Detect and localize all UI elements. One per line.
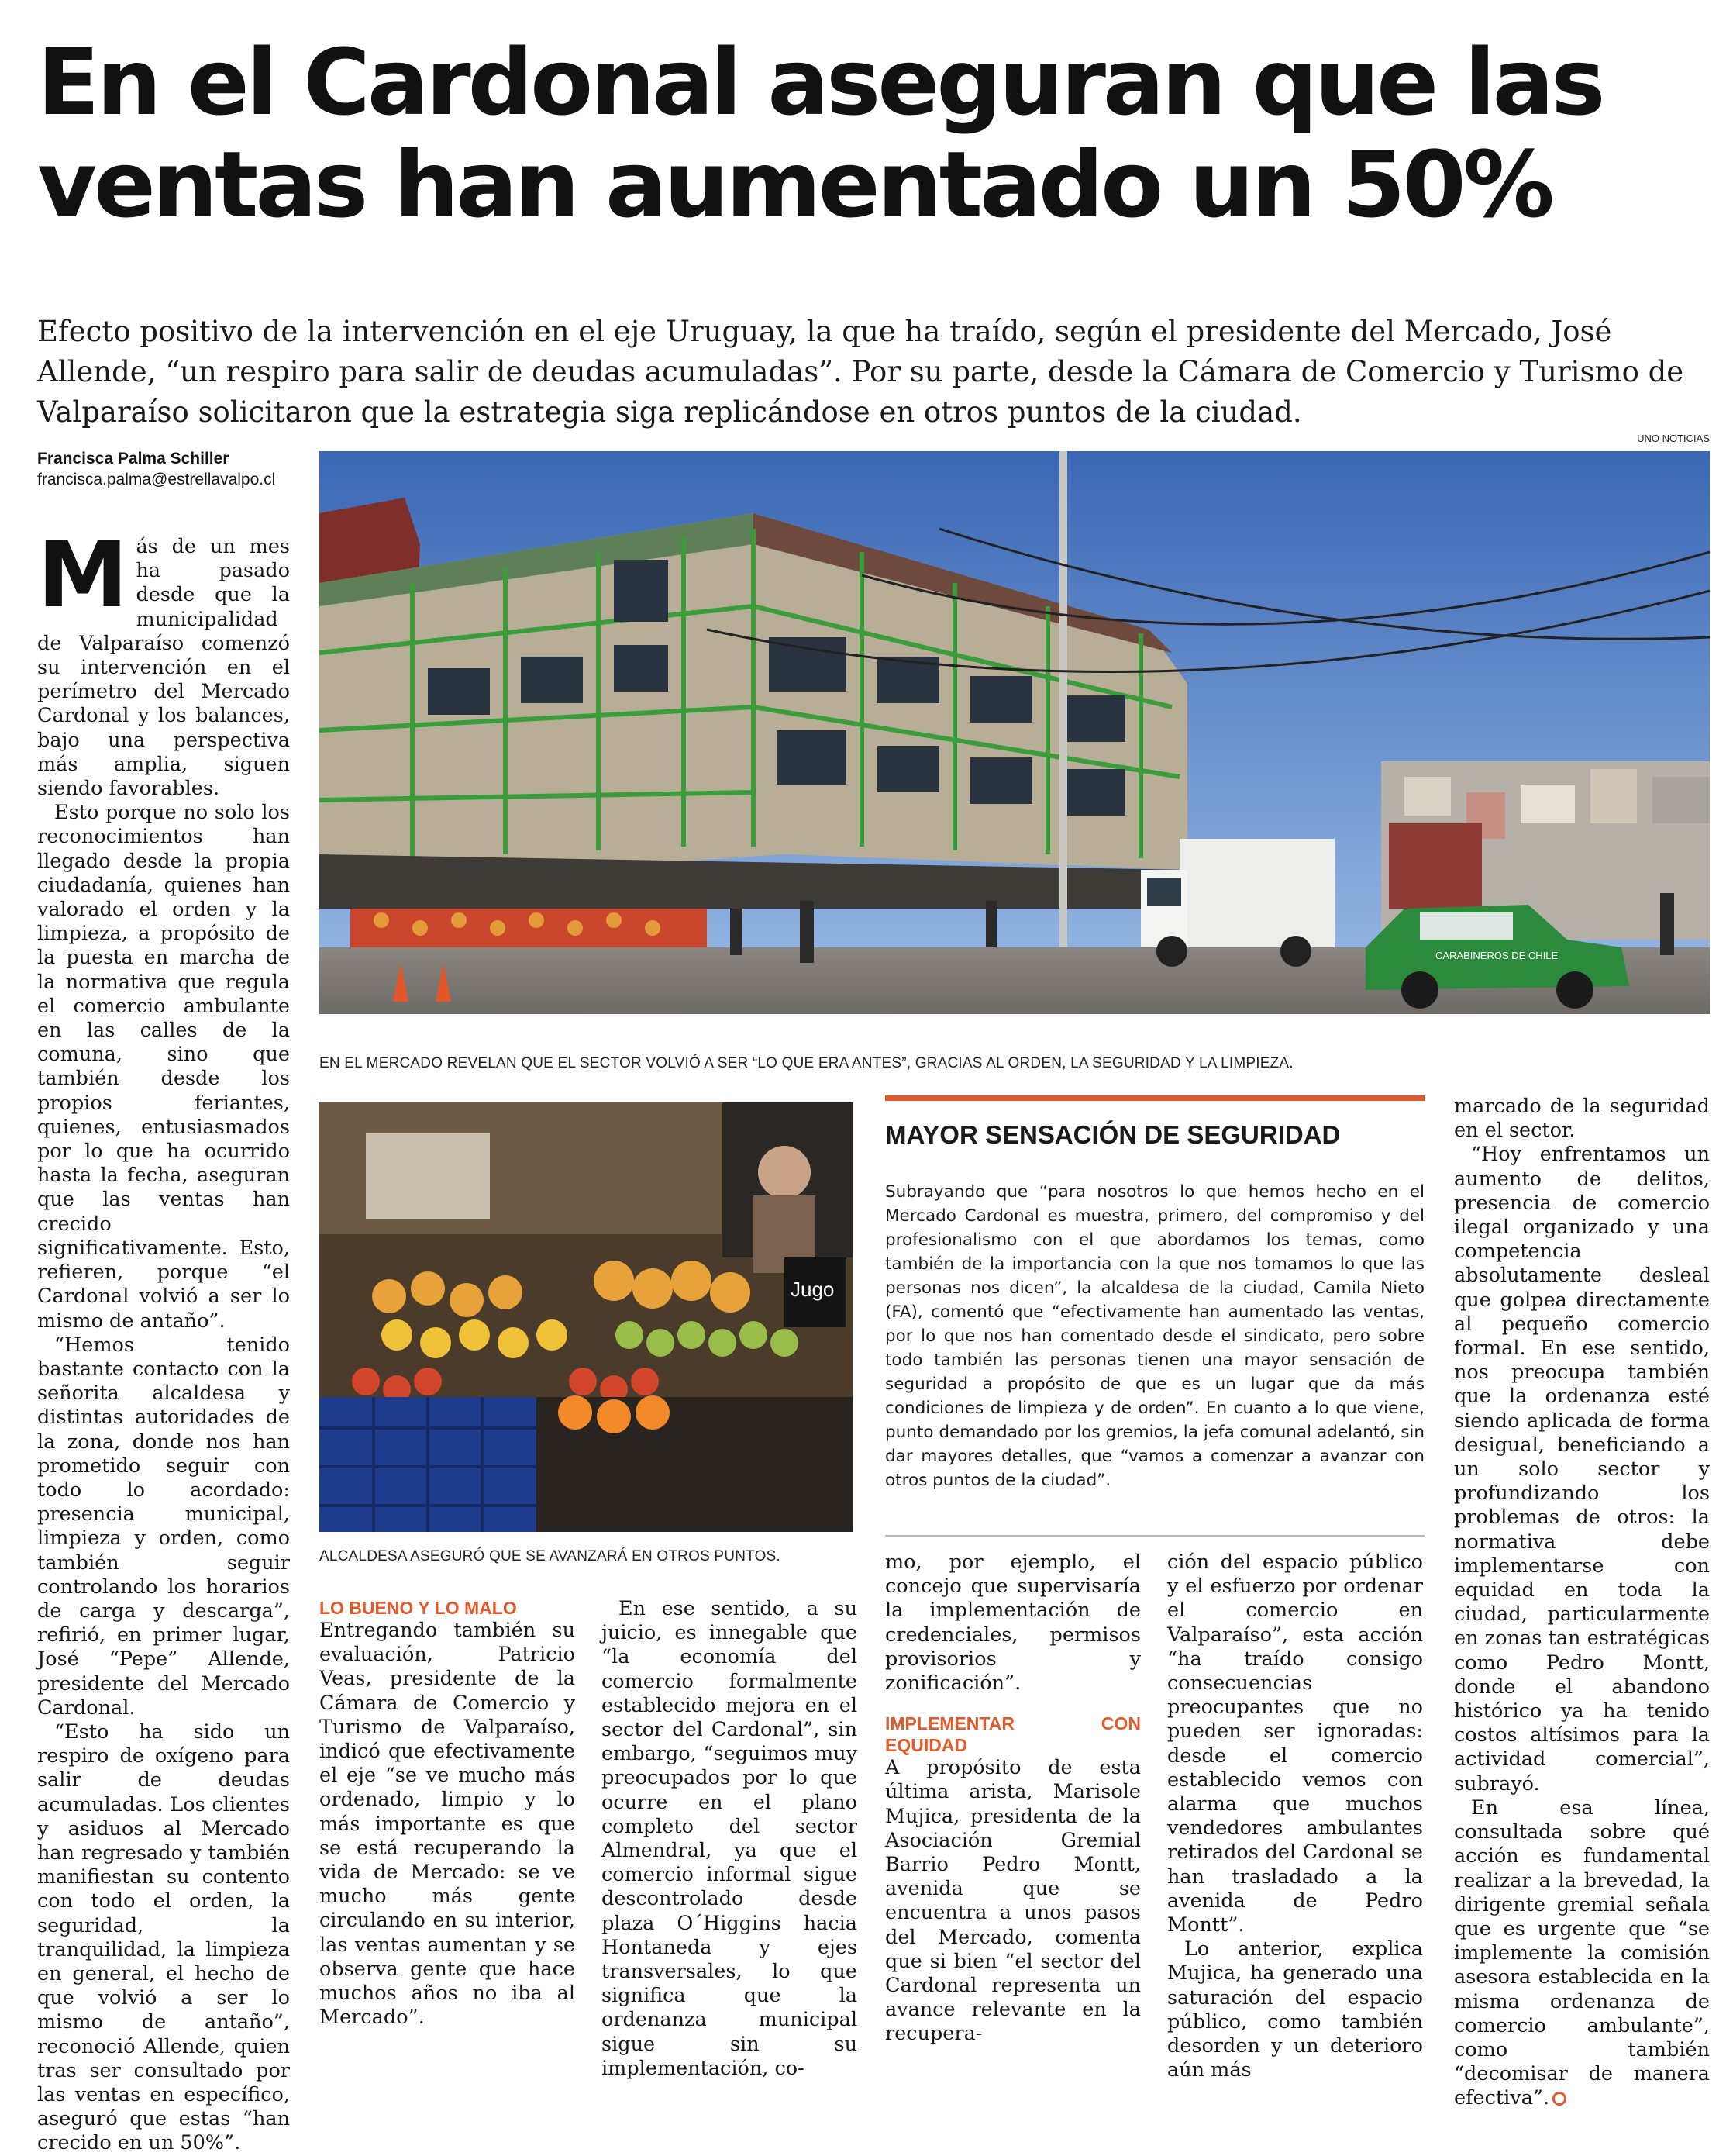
paragraph: Entregando también su evaluación, Patricio Veas, presidente de la Cámara de Comercio y Turismo de Valparaíso, indicó que efectivamente el eje “se ve mucho más ordenado, limpio y lo más importante es que se está recuperando la vida de Mercado: se ve mucho más gente circulando en su interior, las ventas aumentan y se observa gente que hace muchos años no iba al Mercado”.: [319, 1619, 575, 2030]
sidebar-text: Subrayando que “para nosotros lo que hemos hecho en el Mercado Cardonal es muestra, primero, del compromiso y del profesionalismo con el que abordamos los temas, como también de la importancia con la que nos tomamos lo que las personas nos dicen”, la alcaldesa de la ciudad, Camila Nieto (FA), comentó que “efectivamente han aumentado las ventas, por lo que nos han comentado desde el sindicato, pero sobre todo también las personas tienen una mayor sensación de seguridad a propósito de que es un lugar que da más condiciones de limpieza y de orden”. En cuanto a lo que viene, punto demandado por los gremios, la jefa comunal adelantó, sin dar mayores detalles, que “vamos a comenzar a avanzar con otros puntos de la ciudad”.: [885, 1182, 1425, 1490]
column-6: [1454, 1095, 1710, 2111]
paragraph: A propósito de esta última arista, Marisole Mujica, presidenta de la Asociación Gremial Barrio Pedro Montt, avenida que se encuentra a unos pasos del Mercado, comenta que si bien “el sector del Cardonal representa un avance relevante en la recupera-: [885, 1756, 1141, 2046]
paragraph: En ese sentido, a su juicio, es innegable que “la economía del comercio formalmente establecido mejora en el sector del Cardonal”, sin embargo, “seguimos muy preocupados por lo que ocurre en el plano completo del sector Almendral, ya que el comercio informal sigue descontrolado desde plaza O´Higgins hacia Hontaneda y ejes transversales, lo que significa que la ordenanza municipal sigue sin su implementación, co-: [601, 1597, 857, 2080]
byline-email[interactable]: francisca.palma@estrellavalpo.cl: [37, 471, 276, 488]
byline-author: Francisca Palma Schiller: [37, 450, 229, 467]
sidebar-title: MAYOR SENSACIÓN DE SEGURIDAD: [885, 1120, 1341, 1149]
headline: En el Cardonal aseguran que las ventas han aumentado un 50%: [37, 29, 1603, 238]
end-mark-icon: [1552, 2092, 1566, 2106]
closing-text: En esa línea, consultada sobre qué acción es fundamental realizar a la brevedad, la dirigente gremial señala que es urgente que “se implemente la comisión asesora establecida en la misma ordenanza de comercio ambulante”, como también “decomisar de manera efectiva”.: [1454, 1796, 1710, 2110]
paragraph: marcado de la seguridad en el sector.: [1454, 1095, 1710, 1143]
paragraph: “Hoy enfrentamos un aumento de delitos, presencia de comercio ilegal organizado y una competencia absolutamente desleal que golpea directamente al pequeño comercio formal. En ese sentido, nos preocupa también que la ordenanza esté siendo aplicada de forma desigual, beneficiando a un solo sector y profundizando los problemas de otros: la normativa debe implementarse con equidad en toda la ciudad, particularmente en zonas tan estratégicas como Pedro Montt, donde el abandono histórico ya ha tenido costos altísimos para la actividad comercial”, subrayó.: [1454, 1143, 1710, 1796]
sidebar-accent-rule: [885, 1095, 1425, 1101]
main-photo-caption: EN EL MERCADO REVELAN QUE EL SECTOR VOLVIÓ A SER “LO QUE ERA ANTES”, GRACIAS AL ORDEN, LA SEGURIDAD Y LA LIMPIEZA.: [319, 1055, 1294, 1071]
column-1: [37, 521, 290, 2156]
column-2: [319, 1597, 575, 2030]
paragraph: Esto porque no solo los reconocimientos han llegado desde la propia ciudadanía, quienes han valorado el orden y la limpieza, a propósito de la puesta en marcha de la normativa que regula el comercio ambulante en las calles de la comuna, sino que también desde los propios feriantes, quienes, entusiasmados por lo que ha ocurrido hasta la fecha, aseguran que las ventas han crecido significativamente. Esto, refieren, porque “el Cardonal volvió a ser lo mismo de antaño”.: [37, 801, 290, 1333]
market-building-photo: [319, 451, 1710, 1014]
paragraph: mo, por ejemplo, el concejo que supervisaría la implementación de credenciales, permisos provisorios y zonificación”.: [885, 1551, 1141, 1695]
paragraph: “Hemos tenido bastante contacto con la señorita alcaldesa y distintas autoridades de la zona, donde nos han prometido seguir con todo lo acordado: presencia municipal, limpieza y orden, como también seguir controlando los horarios de carga y descarga”, refirió, en primer lugar, José “Pepe” Allende, presidente del Mercado Cardonal.: [37, 1333, 290, 1720]
sidebar-bottom-rule: [885, 1535, 1425, 1537]
police-car-label: CARABINEROS DE CHILE: [1435, 950, 1559, 961]
column-4: [885, 1551, 1141, 2047]
lead-paragraph: [37, 521, 290, 801]
fruit-photo-caption: ALCALDESA ASEGURÓ QUE SE AVANZARÁ EN OTROS PUNTOS.: [319, 1548, 780, 1564]
byline: [37, 448, 301, 490]
stall-sign: Jugo: [791, 1278, 835, 1301]
lead-text: ás de un mes ha pasado desde que la municipalidad de Valparaíso comenzó su intervención en el perímetro del Mercado Cardonal y los balances, bajo una perspectiva más amplia, siguen siendo favorables.: [37, 535, 290, 801]
paragraph: [1454, 1796, 1710, 2111]
fruit-stall-photo: [319, 1102, 853, 1532]
deck: Efecto positivo de la intervención en el eje Uruguay, la que ha traído, según el presidente del Mercado, José Allende, “un respiro para salir de deudas acumuladas”. Por su parte, desde la Cámara de Comercio y Turismo de Valparaíso solicitaron que la estrategia siga replicándose en otros puntos de la ciudad.: [37, 315, 1684, 429]
paragraph: Lo anterior, explica Mujica, ha generado una saturación del espacio público, como también desorden y un deterioro aún más: [1167, 1937, 1423, 2082]
subhead-implementar: IMPLEMENTAR CON EQUIDAD: [885, 1713, 1141, 1756]
paragraph: ción del espacio público y el esfuerzo por ordenar el comercio en Valparaíso”, esta acción “ha traído consigo consecuencias preocupantes que no pueden ser ignoradas: desde el comercio establecido vemos con alarma que muchos vendedores ambulantes retirados del Cardonal se han trasladado a la avenida de Pedro Montt”.: [1167, 1551, 1423, 1937]
dropcap: M: [37, 521, 129, 628]
subhead-lo-bueno: LO BUENO Y LO MALO: [319, 1598, 517, 1618]
column-5: [1167, 1551, 1423, 2082]
photo-credit: UNO NOTICIAS: [1637, 433, 1710, 444]
paragraph: “Esto ha sido un respiro de oxígeno para salir de deudas acumuladas. Los clientes y asiduos al Mercado han regresado y también manifiestan su contento con todo el orden, la seguridad, la tranquilidad, la limpieza en general, el hecho de que volvió a ser lo mismo de antaño”, reconoció Allende, quien tras ser consultado por las ventas en específico, aseguró que estas “han crecido en un 50%”.: [37, 1720, 290, 2155]
column-3: [601, 1597, 857, 2081]
